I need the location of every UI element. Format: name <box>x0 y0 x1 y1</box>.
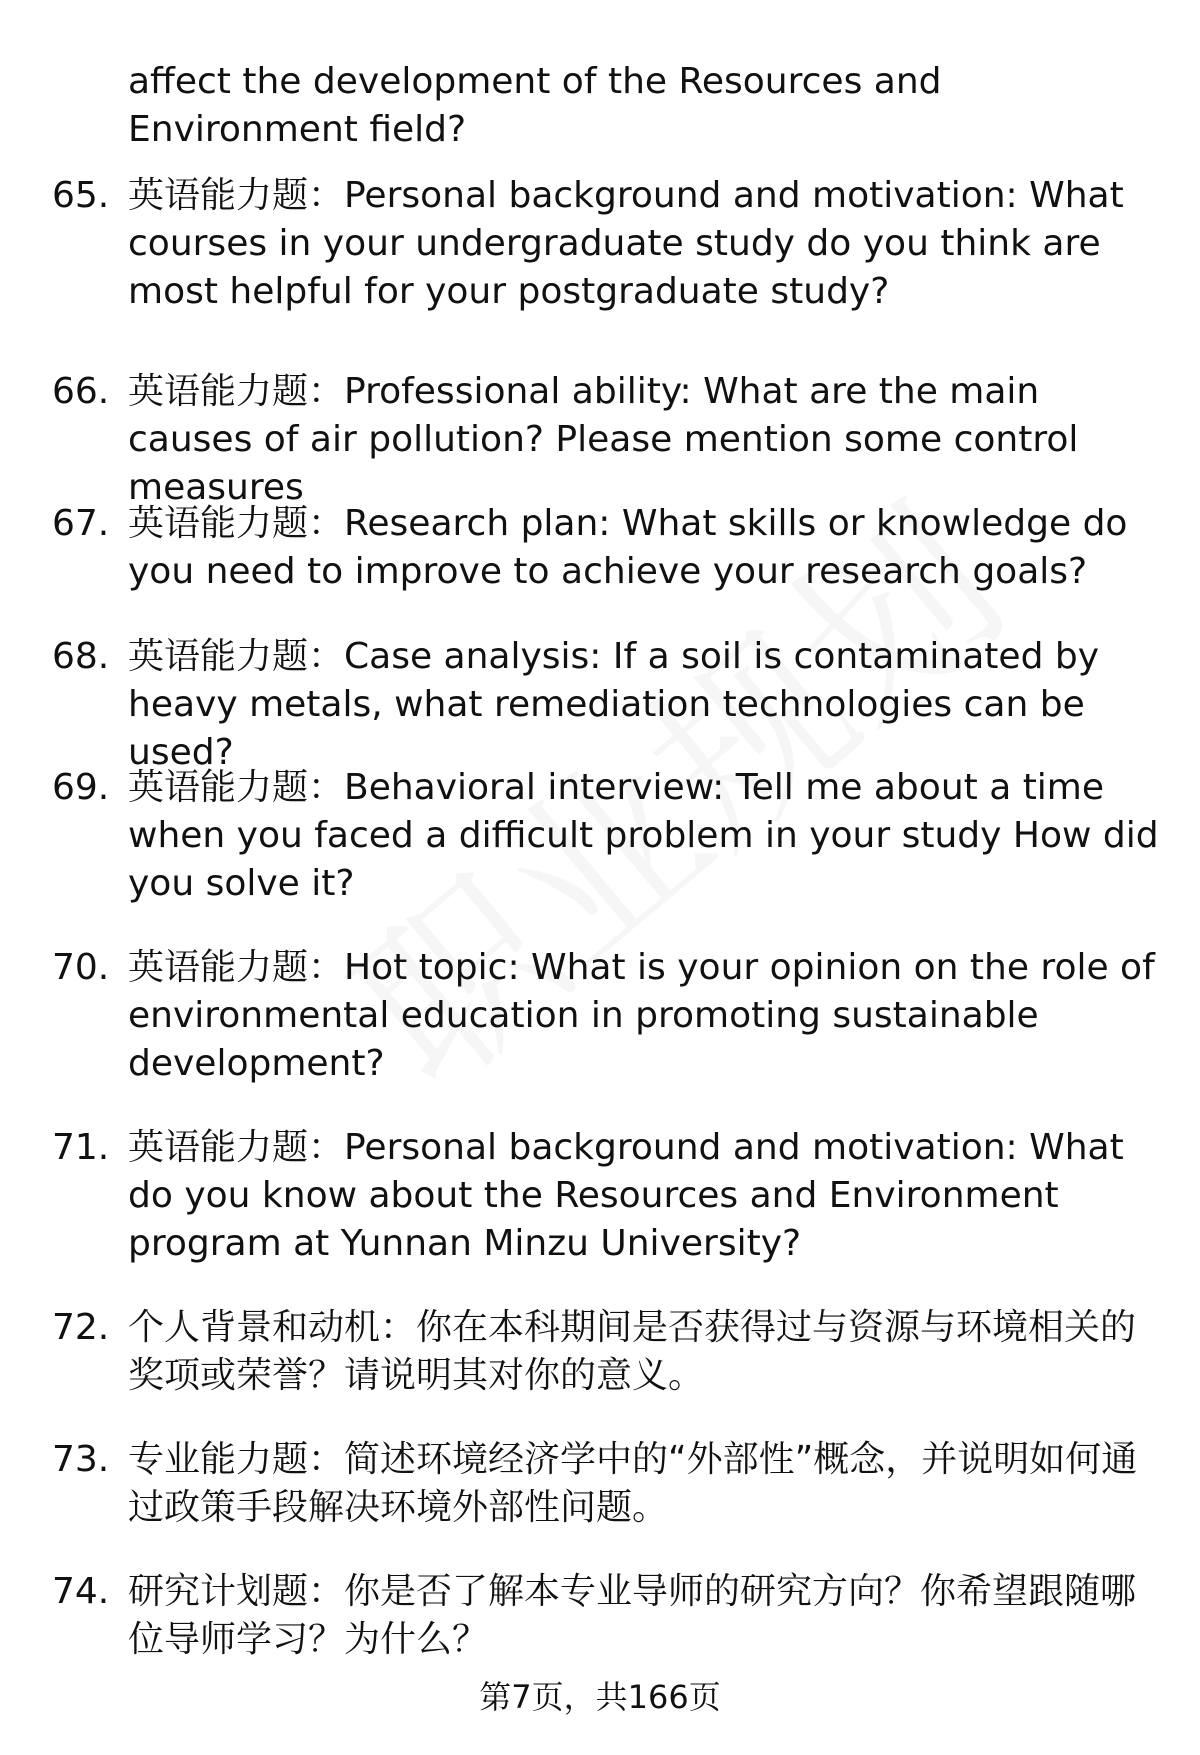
question-number: 68. <box>52 636 110 677</box>
question-text: 英语能力题：Behavioral interview: Tell me about a time when you faced a difficult problem in your study How did you solve it? <box>128 767 1159 904</box>
question-number: 67. <box>52 503 110 544</box>
question-text: 英语能力题：Research plan: What skills or knowledge do you need to improve to achieve your research goals? <box>128 503 1128 592</box>
question-text: 英语能力题：Personal background and motivation: What do you know about the Resources and Environment program at Yunnan Minzu University? <box>128 1127 1124 1264</box>
question-text: 英语能力题：Personal background and motivation: What courses in your undergraduate study do you think are most helpful for your postgraduate study? <box>128 175 1124 312</box>
page-number-footer: 第7页，共166页 <box>479 1678 721 1716</box>
question-number: 70. <box>52 947 110 988</box>
question-number: 74. <box>52 1571 110 1612</box>
question-number: 71. <box>52 1127 110 1168</box>
question-number: 72. <box>52 1307 110 1348</box>
question-text: 专业能力题：简述环境经济学中的“外部性”概念，并说明如何通过政策手段解决环境外部性问题。 <box>128 1439 1138 1528</box>
continued-question-text: affect the development of the Resources and Environment field? <box>128 61 942 150</box>
question-text: 英语能力题：Hot topic: What is your opinion on the role of environmental education in promoting sustainable development? <box>128 947 1155 1084</box>
question-text: 研究计划题：你是否了解本专业导师的研究方向？你希望跟随哪位导师学习？为什么？ <box>128 1571 1137 1660</box>
question-text: 英语能力题：Case analysis: If a soil is contaminated by heavy metals, what remediation technologies can be used? <box>128 636 1100 773</box>
question-text: 个人背景和动机：你在本科期间是否获得过与资源与环境相关的奖项或荣誉？请说明其对你的意义。 <box>128 1307 1137 1396</box>
question-text: 英语能力题：Professional ability: What are the main causes of air pollution? Please mention some control measures <box>128 371 1079 508</box>
question-number: 69. <box>52 767 110 808</box>
question-number: 66. <box>52 371 110 412</box>
question-number: 73. <box>52 1439 110 1480</box>
question-number: 65. <box>52 175 110 216</box>
